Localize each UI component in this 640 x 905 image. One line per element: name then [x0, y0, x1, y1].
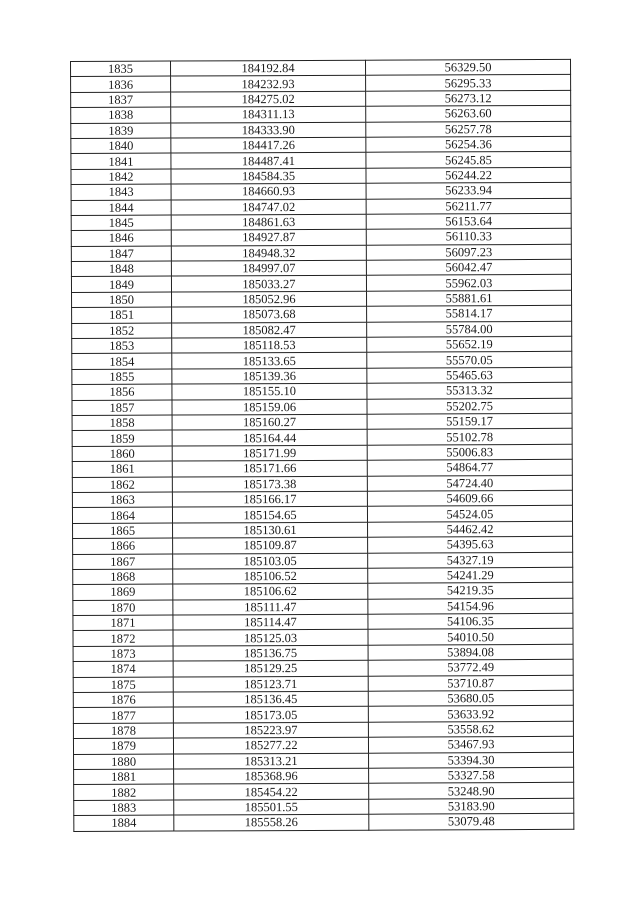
y-coordinate-cell: 54395.63 — [368, 536, 573, 552]
y-coordinate-cell: 55202.75 — [367, 398, 572, 414]
x-coordinate-cell: 185106.62 — [173, 583, 368, 599]
x-coordinate-cell: 184487.41 — [171, 153, 366, 169]
point-id-cell: 1839 — [71, 123, 171, 139]
y-coordinate-cell: 53558.62 — [368, 721, 573, 737]
x-coordinate-cell: 184997.07 — [171, 260, 366, 276]
y-coordinate-cell: 55006.83 — [367, 444, 572, 460]
x-coordinate-cell: 184861.63 — [171, 214, 366, 230]
point-id-cell: 1850 — [72, 292, 172, 308]
x-coordinate-cell: 185164.44 — [172, 430, 367, 446]
point-id-cell: 1882 — [74, 784, 174, 800]
x-coordinate-cell: 185130.61 — [173, 522, 368, 538]
point-id-cell: 1843 — [71, 184, 171, 200]
x-coordinate-cell: 185171.99 — [172, 445, 367, 461]
x-coordinate-cell: 184948.32 — [171, 245, 366, 261]
y-coordinate-cell: 56295.33 — [366, 75, 571, 91]
point-id-cell: 1844 — [71, 200, 171, 216]
y-coordinate-cell: 54327.19 — [368, 552, 573, 568]
point-id-cell: 1847 — [71, 246, 171, 262]
y-coordinate-cell: 53710.87 — [368, 675, 573, 691]
x-coordinate-cell: 184311.13 — [171, 106, 366, 122]
y-coordinate-cell: 56097.23 — [366, 244, 571, 260]
y-coordinate-cell: 53394.30 — [369, 752, 574, 768]
x-coordinate-cell: 185454.22 — [174, 784, 369, 800]
point-id-cell: 1876 — [73, 692, 173, 708]
x-coordinate-cell: 184275.02 — [171, 91, 366, 107]
x-coordinate-cell: 185160.27 — [172, 414, 367, 430]
x-coordinate-cell: 185155.10 — [172, 383, 367, 399]
x-coordinate-cell: 185159.06 — [172, 399, 367, 415]
y-coordinate-cell: 54154.96 — [368, 598, 573, 614]
point-id-cell: 1869 — [73, 584, 173, 600]
point-id-cell: 1868 — [73, 569, 173, 585]
x-coordinate-cell: 185139.36 — [172, 368, 367, 384]
y-coordinate-cell: 56042.47 — [366, 259, 571, 275]
point-id-cell: 1870 — [73, 600, 173, 616]
x-coordinate-cell: 185052.96 — [172, 291, 367, 307]
point-id-cell: 1846 — [71, 230, 171, 246]
table-body — [71, 59, 574, 831]
x-coordinate-cell: 185277.22 — [173, 737, 368, 753]
point-id-cell: 1854 — [72, 353, 172, 369]
y-coordinate-cell: 55102.78 — [367, 429, 572, 445]
point-id-cell: 1884 — [74, 815, 174, 831]
x-coordinate-cell: 185558.26 — [174, 814, 369, 830]
y-coordinate-cell: 56244.22 — [366, 167, 571, 183]
x-coordinate-cell: 185136.45 — [173, 691, 368, 707]
point-id-cell: 1853 — [72, 338, 172, 354]
x-coordinate-cell: 185129.25 — [173, 660, 368, 676]
y-coordinate-cell: 53248.90 — [369, 783, 574, 799]
point-id-cell: 1848 — [71, 261, 171, 277]
y-coordinate-cell: 54241.29 — [368, 567, 573, 583]
x-coordinate-cell: 185073.68 — [172, 306, 367, 322]
x-coordinate-cell: 185106.52 — [173, 568, 368, 584]
x-coordinate-cell: 184747.02 — [171, 199, 366, 215]
point-id-cell: 1875 — [73, 677, 173, 693]
x-coordinate-cell: 185118.53 — [172, 337, 367, 353]
y-coordinate-cell: 55784.00 — [367, 321, 572, 337]
point-id-cell: 1862 — [72, 477, 172, 493]
x-coordinate-cell: 185154.65 — [172, 507, 367, 523]
y-coordinate-cell: 54609.66 — [367, 490, 572, 506]
y-coordinate-cell: 56110.33 — [366, 229, 571, 245]
point-id-cell: 1863 — [72, 492, 172, 508]
point-id-cell: 1857 — [72, 400, 172, 416]
point-id-cell: 1858 — [72, 415, 172, 431]
y-coordinate-cell: 56153.64 — [366, 213, 571, 229]
x-coordinate-cell: 185173.05 — [173, 707, 368, 723]
y-coordinate-cell: 53183.90 — [369, 798, 574, 814]
point-id-cell: 1877 — [73, 707, 173, 723]
x-coordinate-cell: 185125.03 — [173, 630, 368, 646]
point-id-cell: 1851 — [72, 307, 172, 323]
x-coordinate-cell: 185123.71 — [173, 676, 368, 692]
x-coordinate-cell: 184927.87 — [171, 230, 366, 246]
y-coordinate-cell: 53327.58 — [369, 767, 574, 783]
point-id-cell: 1859 — [72, 430, 172, 446]
x-coordinate-cell: 185109.87 — [173, 537, 368, 553]
point-id-cell: 1867 — [73, 554, 173, 570]
point-id-cell: 1841 — [71, 153, 171, 169]
point-id-cell: 1849 — [71, 277, 171, 293]
y-coordinate-cell: 54010.50 — [368, 629, 573, 645]
y-coordinate-cell: 56273.12 — [366, 90, 571, 106]
x-coordinate-cell: 185313.21 — [174, 753, 369, 769]
coordinate-table — [70, 59, 574, 832]
y-coordinate-cell: 56329.50 — [365, 59, 570, 75]
x-coordinate-cell: 185033.27 — [171, 276, 366, 292]
point-id-cell: 1864 — [72, 507, 172, 523]
point-id-cell: 1878 — [73, 723, 173, 739]
table-row — [74, 813, 574, 831]
point-id-cell: 1871 — [73, 615, 173, 631]
x-coordinate-cell: 185133.65 — [172, 353, 367, 369]
point-id-cell: 1838 — [71, 107, 171, 123]
y-coordinate-cell: 55652.19 — [367, 336, 572, 352]
point-id-cell: 1872 — [73, 631, 173, 647]
y-coordinate-cell: 56263.60 — [366, 105, 571, 121]
point-id-cell: 1837 — [71, 92, 171, 108]
point-id-cell: 1874 — [73, 661, 173, 677]
y-coordinate-cell: 55881.61 — [367, 290, 572, 306]
x-coordinate-cell: 184660.93 — [171, 183, 366, 199]
y-coordinate-cell: 55962.03 — [366, 275, 571, 291]
point-id-cell: 1842 — [71, 169, 171, 185]
x-coordinate-cell: 184417.26 — [171, 137, 366, 153]
point-id-cell: 1881 — [74, 769, 174, 785]
x-coordinate-cell: 185368.96 — [174, 768, 369, 784]
point-id-cell: 1861 — [72, 461, 172, 477]
point-id-cell: 1865 — [73, 523, 173, 539]
y-coordinate-cell: 53894.08 — [368, 644, 573, 660]
y-coordinate-cell: 54864.77 — [367, 459, 572, 475]
y-coordinate-cell: 56233.94 — [366, 182, 571, 198]
point-id-cell: 1879 — [73, 738, 173, 754]
x-coordinate-cell: 184584.35 — [171, 168, 366, 184]
point-id-cell: 1836 — [71, 76, 171, 92]
y-coordinate-cell: 56254.36 — [366, 136, 571, 152]
point-id-cell: 1845 — [71, 215, 171, 231]
point-id-cell: 1835 — [71, 61, 171, 77]
y-coordinate-cell: 55814.17 — [367, 306, 572, 322]
x-coordinate-cell: 185166.17 — [172, 491, 367, 507]
x-coordinate-cell: 185223.97 — [173, 722, 368, 738]
point-id-cell: 1866 — [73, 538, 173, 554]
y-coordinate-cell: 54106.35 — [368, 613, 573, 629]
x-coordinate-cell: 184192.84 — [171, 60, 366, 76]
y-coordinate-cell: 55465.63 — [367, 367, 572, 383]
y-coordinate-cell: 55159.17 — [367, 413, 572, 429]
x-coordinate-cell: 185114.47 — [173, 614, 368, 630]
y-coordinate-cell: 53633.92 — [368, 706, 573, 722]
point-id-cell: 1855 — [72, 369, 172, 385]
point-id-cell: 1883 — [74, 800, 174, 816]
y-coordinate-cell: 55313.32 — [367, 383, 572, 399]
y-coordinate-cell: 54219.35 — [368, 583, 573, 599]
y-coordinate-cell: 54724.40 — [367, 475, 572, 491]
y-coordinate-cell: 56245.85 — [366, 152, 571, 168]
x-coordinate-cell: 185111.47 — [173, 599, 368, 615]
point-id-cell: 1856 — [72, 384, 172, 400]
y-coordinate-cell: 54524.05 — [367, 506, 572, 522]
x-coordinate-cell: 185082.47 — [172, 322, 367, 338]
x-coordinate-cell: 185173.38 — [172, 476, 367, 492]
y-coordinate-cell: 56211.77 — [366, 198, 571, 214]
x-coordinate-cell: 185171.66 — [172, 460, 367, 476]
x-coordinate-cell: 184333.90 — [171, 122, 366, 138]
y-coordinate-cell: 53467.93 — [368, 736, 573, 752]
x-coordinate-cell: 185103.05 — [173, 553, 368, 569]
point-id-cell: 1880 — [74, 754, 174, 770]
y-coordinate-cell: 53680.05 — [368, 690, 573, 706]
y-coordinate-cell: 53079.48 — [369, 813, 574, 829]
x-coordinate-cell: 185501.55 — [174, 799, 369, 815]
point-id-cell: 1873 — [73, 646, 173, 662]
point-id-cell: 1840 — [71, 138, 171, 154]
y-coordinate-cell: 55570.05 — [367, 352, 572, 368]
y-coordinate-cell: 56257.78 — [366, 121, 571, 137]
x-coordinate-cell: 185136.75 — [173, 645, 368, 661]
point-id-cell: 1860 — [72, 446, 172, 462]
x-coordinate-cell: 184232.93 — [171, 76, 366, 92]
y-coordinate-cell: 54462.42 — [368, 521, 573, 537]
point-id-cell: 1852 — [72, 323, 172, 339]
y-coordinate-cell: 53772.49 — [368, 660, 573, 676]
